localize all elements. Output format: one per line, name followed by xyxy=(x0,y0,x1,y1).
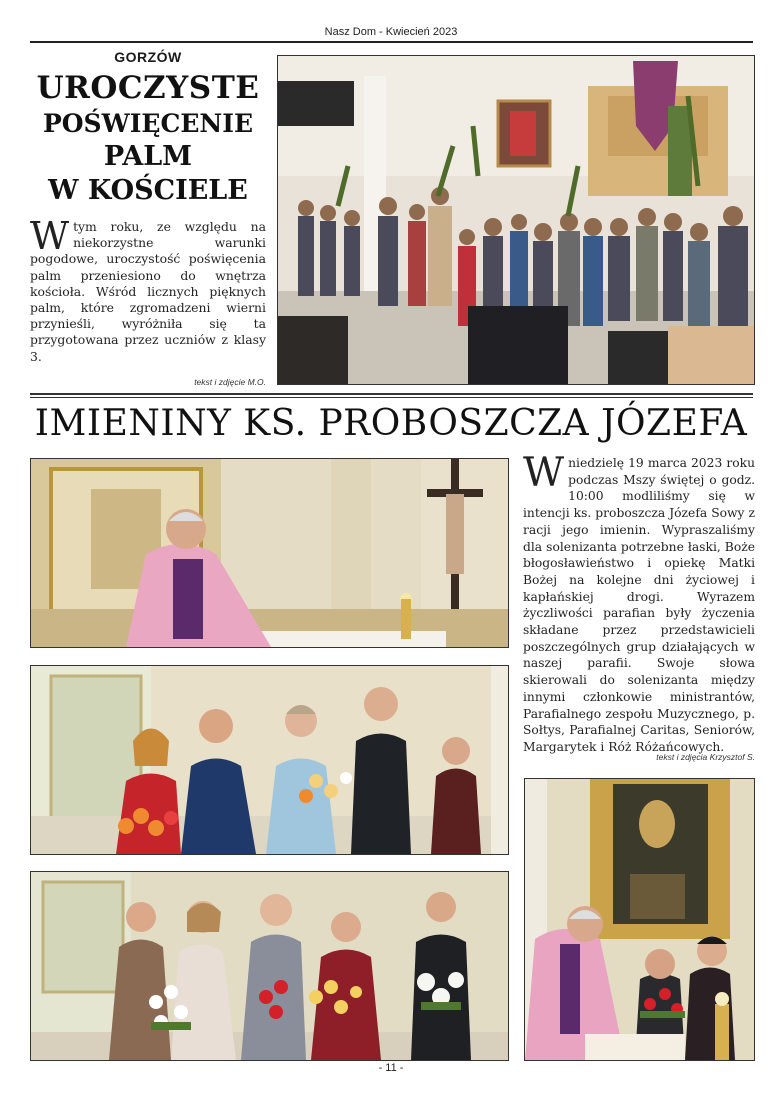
article1-credit: tekst i zdjęcie M.O. xyxy=(194,376,266,387)
header-rule xyxy=(30,41,753,43)
flowers-group-photo xyxy=(30,871,509,1061)
wishes-group-photo xyxy=(30,665,509,855)
article2-dropcap: W xyxy=(523,450,565,496)
article2-credit: tekst i zdjęcia Krzysztof S. xyxy=(656,752,755,762)
article1-body xyxy=(30,214,266,365)
page-number: - 11 - xyxy=(378,1062,404,1074)
article2-body-text: niedzielę 19 marca 2023 roku podczas Mszy świętej o godz. 10:00 modliliśmy się w intencji ks. proboszcza Józefa Sowy z racji jego imienin. Wypraszaliśmy dla solenizanta potrzebne łaski, Boże błogosławieństwo i opiekę Matki Bożej na kolejne dni życiowej i kapłańskiej drogi. Wyrazem życzliwości parafian były życzenia składane przez przedstawicieli poszczególnych grup działających w naszej parafii. Swoje słowa skierowali do solenizanta między innymi członkowie ministrantów, Parafialnego zespołu Muzycznego, p. Sołtys, Parafialnej Caritas, Seniorów, Margarytek i Róż Różańcowych. xyxy=(523,456,755,754)
priest-altar-photo xyxy=(30,458,509,648)
article2-headline: IMIENINY KS. PROBOSZCZA JÓZEFA xyxy=(34,403,748,444)
article1-headline-line1: UROCZYSTE xyxy=(36,70,260,106)
article1-headline-line2: POŚWIĘCENIE xyxy=(42,109,253,138)
palm-blessing-photo xyxy=(277,55,755,385)
article1-dropcap: W xyxy=(30,214,70,258)
article1-headline-line4: W KOŚCIELE xyxy=(48,175,248,206)
section-divider xyxy=(30,393,753,398)
article2-body xyxy=(523,450,755,756)
newsletter-header: Nasz Dom - Kwiecień 2023 xyxy=(324,26,458,38)
article1-column xyxy=(30,48,266,387)
article1-headline-line3: PALM xyxy=(103,141,193,172)
article1-place: GORZÓW xyxy=(114,49,182,65)
article1-headline xyxy=(30,69,266,209)
priest-greeting-photo xyxy=(524,778,755,1061)
article1-body-text: tym roku, ze względu na niekorzystne warunki pogodowe, uroczystość poświęcenia palm przeniesiono do wnętrza kościoła. Wśród licznych pięknych palm, które zgromadzeni wierni przynieśli, wyróżniła się ta przygotowana przez uczniów z klasy 3. xyxy=(30,219,266,364)
